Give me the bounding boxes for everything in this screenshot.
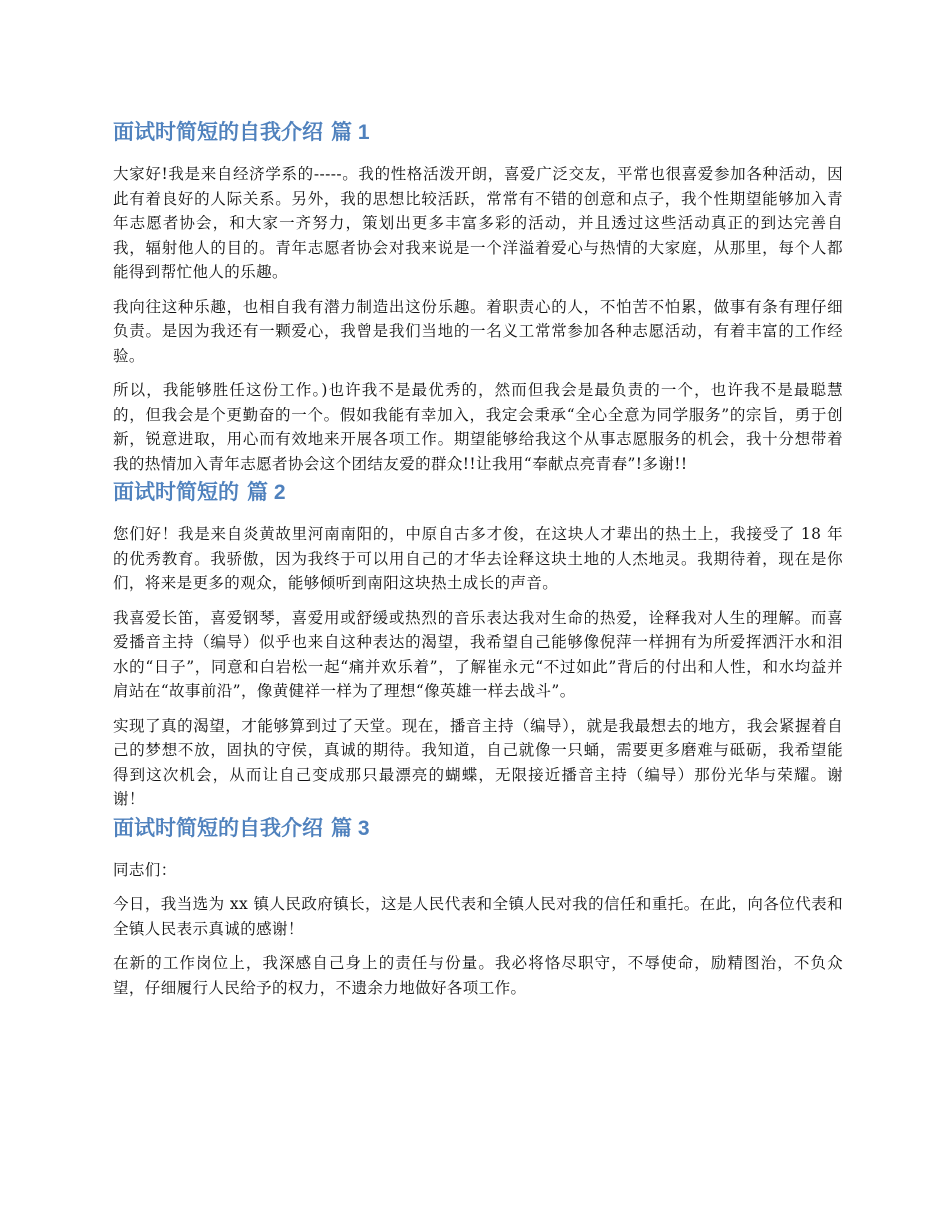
section-title-text: 面试时简短的 (113, 481, 239, 504)
section-title-text: 面试时简短的自我介绍 (113, 816, 323, 840)
paragraph: 在新的工作岗位上，我深感自己身上的责任与份量。我必将恪尽职守，不辱使命，励精图治，不负众望，仔细履行人民给予的权力，不遗余力地做好各项工作。 (113, 954, 843, 997)
section-title (113, 478, 843, 508)
section-2 (113, 478, 843, 812)
section-title-text: 面试时简短的自我介绍 (113, 121, 323, 144)
section-number: 篇 1 (331, 121, 370, 144)
section-title (113, 814, 843, 844)
paragraph: 我向往这种乐趣，也相自我有潜力制造出这份乐趣。着职责心的人，不怕苦不怕累，做事有条有理仔细负责。是因为我还有一颗爱心，我曾是我们当地的一名义工常常参加各种志愿活动，有着丰富的工作经验。 (113, 297, 843, 365)
paragraph: 同志们： (113, 860, 177, 879)
section-number: 篇 3 (331, 816, 370, 840)
section-title (113, 118, 843, 148)
section-number: 篇 2 (247, 481, 286, 504)
paragraph: 所以，我能够胜任这份工作。)也许我不是最优秀的，然而但我会是最负责的一个，也许我不是最聪慧的，但我会是个更勤奋的一个。假如我能有幸加入，我定会秉承“全心全意为同学服务”的宗旨，勇于创新，锐意进取，用心而有效地来开展各项工作。期望能够给我这个从事志愿服务的机会，我十分想带着我的热情加入青年志愿者协会这个团结友爱的群众!!让我用“奉献点亮青春”!多谢!! (113, 381, 843, 473)
paragraph: 大家好!我是来自经济学系的-----。我的性格活泼开朗，喜爱广泛交友，平常也很喜爱参加各种活动，因此有着良好的人际关系。另外，我的思想比较活跃，常常有不错的创意和点子，我个性期望能够加入青年志愿者协会，和大家一齐努力，策划出更多丰富多彩的活动，并且透过这些活动真正的到达完善自我，辐射他人的目的。青年志愿者协会对我来说是一个洋溢着爱心与热情的大家庭，从那里，每个人都能得到帮忙他人的乐趣。 (113, 165, 843, 281)
paragraph: 今日，我当选为 xx 镇人民政府镇长，这是人民代表和全镇人民对我的信任和重托。在此，向各位代表和全镇人民表示真诚的感谢！ (113, 895, 843, 938)
paragraph: 您们好！我是来自炎黄故里河南南阳的，中原自古多才俊，在这块人才辈出的热土上，我接受了 18 年的优秀教育。我骄傲，因为我终于可以用自己的才华去诠释这块土地的人杰地灵。我期待着，现在是你们，将来是更多的观众，能够倾听到南阳这块热土成长的声音。 (113, 525, 843, 592)
paragraph: 我喜爱长笛，喜爱钢琴，喜爱用或舒缓或热烈的音乐表达我对生命的热爱，诠释我对人生的理解。而喜爱播音主持（编导）似乎也来自这种表达的渴望，我希望自己能够像倪萍一样拥有为所爱挥洒汗水和泪水的“日子”，同意和白岩松一起“痛并欢乐着”，了解崔永元“不过如此”背后的付出和人性，和水均益并肩站在“故事前沿”，像黄健祥一样为了理想“像英雄一样去战斗”。 (113, 608, 843, 700)
section-1 (113, 118, 843, 476)
paragraph: 实现了真的渴望，才能够算到过了天堂。现在，播音主持（编导），就是我最想去的地方，我会紧握着自己的梦想不放，固执的守侯，真诚的期待。我知道，自己就像一只蛹，需要更多磨难与砥砺，我希望能得到这次机会，从而让自己变成那只最漂亮的蝴蝶，无限接近播音主持（编导）那份光华与荣耀。谢谢！ (113, 716, 843, 808)
document-page (113, 118, 843, 1010)
section-3 (113, 814, 843, 1001)
